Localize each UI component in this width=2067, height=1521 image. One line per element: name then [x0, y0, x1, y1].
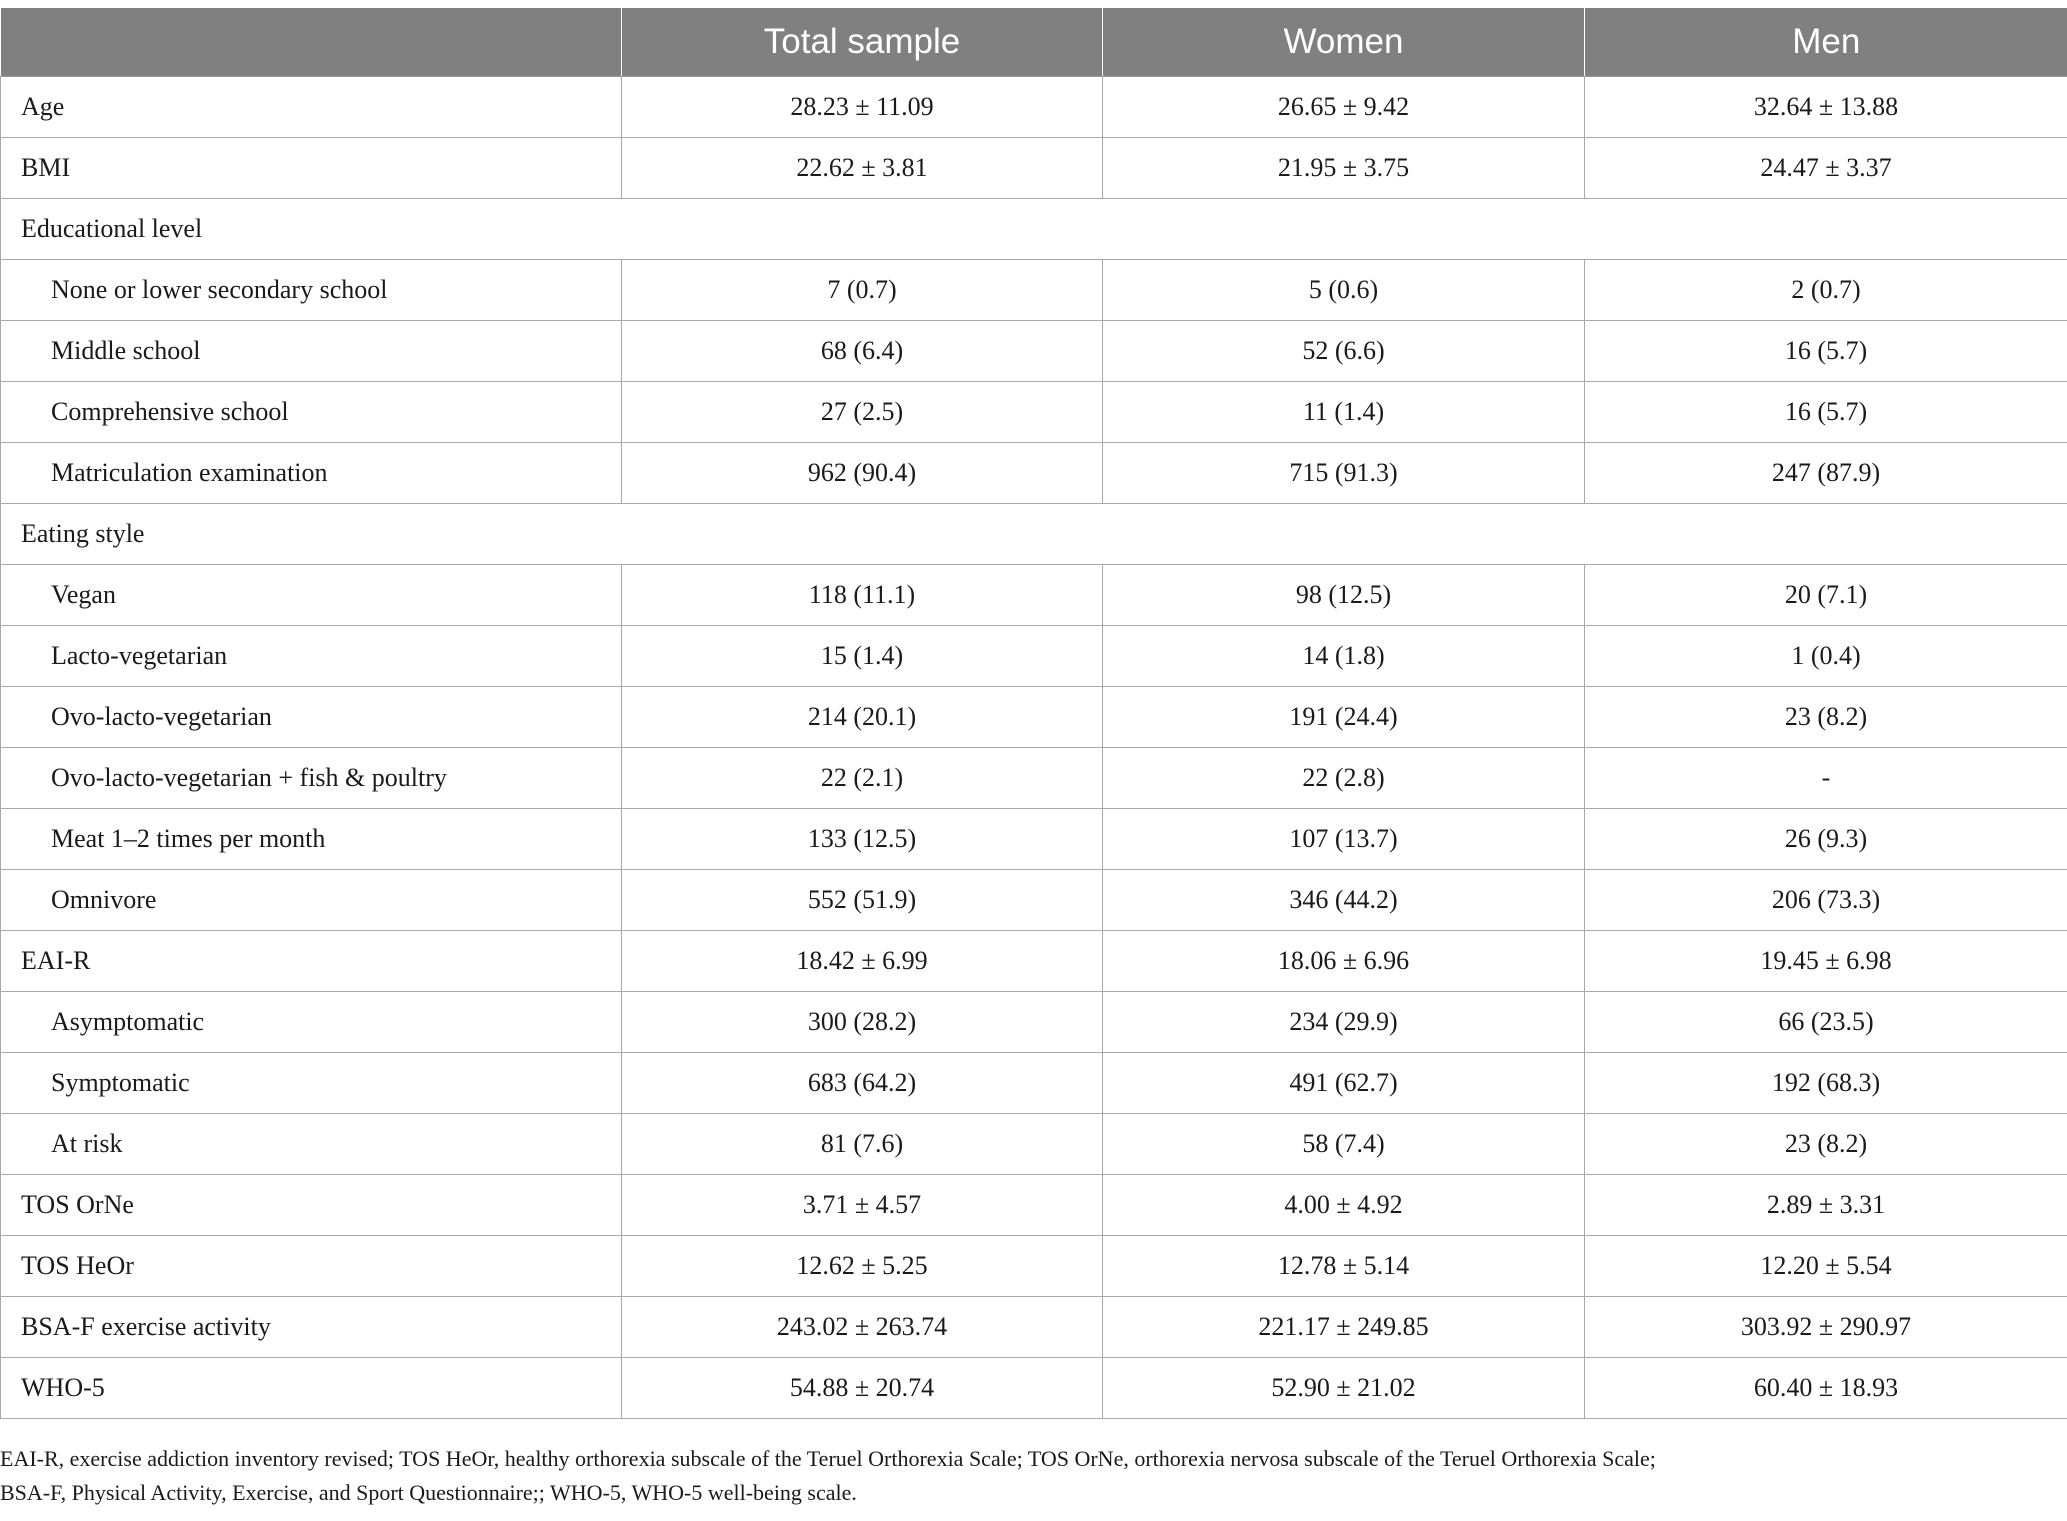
cell-women: 715 (91.3)	[1103, 443, 1585, 504]
row-label: Asymptomatic	[1, 992, 622, 1053]
cell-total-sample: 118 (11.1)	[622, 565, 1103, 626]
cell-total-sample: 552 (51.9)	[622, 870, 1103, 931]
cell-men: -	[1585, 748, 2067, 809]
row-label: None or lower secondary school	[1, 260, 622, 321]
cell-men: 247 (87.9)	[1585, 443, 2067, 504]
cell-women: 14 (1.8)	[1103, 626, 1585, 687]
cell-men: 1 (0.4)	[1585, 626, 2067, 687]
cell-total-sample: 214 (20.1)	[622, 687, 1103, 748]
cell-women: 22 (2.8)	[1103, 748, 1585, 809]
cell-men: 12.20 ± 5.54	[1585, 1236, 2067, 1297]
cell-men: 26 (9.3)	[1585, 809, 2067, 870]
table-row	[1, 870, 2067, 931]
cell-total-sample: 683 (64.2)	[622, 1053, 1103, 1114]
row-label: EAI-R	[1, 931, 622, 992]
row-label: Ovo-lacto-vegetarian	[1, 687, 622, 748]
cell-women: 58 (7.4)	[1103, 1114, 1585, 1175]
cell-women: 11 (1.4)	[1103, 382, 1585, 443]
header-variable	[1, 8, 622, 77]
row-label: Meat 1–2 times per month	[1, 809, 622, 870]
cell-total-sample: 3.71 ± 4.57	[622, 1175, 1103, 1236]
table-row	[1, 565, 2067, 626]
table-row	[1, 992, 2067, 1053]
cell-men: 303.92 ± 290.97	[1585, 1297, 2067, 1358]
cell-men: 2.89 ± 3.31	[1585, 1175, 2067, 1236]
cell-total-sample: 54.88 ± 20.74	[622, 1358, 1103, 1419]
cell-women: 52 (6.6)	[1103, 321, 1585, 382]
cell-women: 4.00 ± 4.92	[1103, 1175, 1585, 1236]
table-row	[1, 1358, 2067, 1419]
table-header	[1, 8, 2067, 77]
table-row	[1, 1236, 2067, 1297]
cell-total-sample: 68 (6.4)	[622, 321, 1103, 382]
table-row	[1, 321, 2067, 382]
table-row	[1, 626, 2067, 687]
row-label: Middle school	[1, 321, 622, 382]
cell-men: 20 (7.1)	[1585, 565, 2067, 626]
row-label: Lacto-vegetarian	[1, 626, 622, 687]
cell-men: 2 (0.7)	[1585, 260, 2067, 321]
cell-men: 66 (23.5)	[1585, 992, 2067, 1053]
cell-men: 192 (68.3)	[1585, 1053, 2067, 1114]
cell-men: 23 (8.2)	[1585, 687, 2067, 748]
characteristics-table	[0, 8, 2067, 1419]
table-row	[1, 260, 2067, 321]
header-row	[1, 8, 2067, 77]
cell-women: 191 (24.4)	[1103, 687, 1585, 748]
cell-women: 52.90 ± 21.02	[1103, 1358, 1585, 1419]
cell-total-sample: 18.42 ± 6.99	[622, 931, 1103, 992]
cell-total-sample: 15 (1.4)	[622, 626, 1103, 687]
cell-total-sample: 22 (2.1)	[622, 748, 1103, 809]
cell-total-sample: 81 (7.6)	[622, 1114, 1103, 1175]
table-row	[1, 382, 2067, 443]
cell-women: 234 (29.9)	[1103, 992, 1585, 1053]
row-label: Matriculation examination	[1, 443, 622, 504]
footnote-line-1: EAI-R, exercise addiction inventory revised; TOS HeOr, healthy orthorexia subscale of the Teruel Orthorexia Scale; TOS OrNe, orthorexia nervosa subscale of the Teruel Orthorexia Scale;	[0, 1446, 1656, 1471]
cell-women: 346 (44.2)	[1103, 870, 1585, 931]
table-body	[1, 77, 2067, 1419]
row-label: BMI	[1, 138, 622, 199]
cell-women: 21.95 ± 3.75	[1103, 138, 1585, 199]
cell-total-sample: 7 (0.7)	[622, 260, 1103, 321]
row-label: Vegan	[1, 565, 622, 626]
row-label: At risk	[1, 1114, 622, 1175]
row-label: TOS OrNe	[1, 1175, 622, 1236]
table-row	[1, 809, 2067, 870]
cell-men: 16 (5.7)	[1585, 382, 2067, 443]
row-label: WHO-5	[1, 1358, 622, 1419]
cell-men: 16 (5.7)	[1585, 321, 2067, 382]
cell-total-sample: 28.23 ± 11.09	[622, 77, 1103, 138]
row-label: TOS HeOr	[1, 1236, 622, 1297]
table-row	[1, 1297, 2067, 1358]
cell-men: 24.47 ± 3.37	[1585, 138, 2067, 199]
table-container	[0, 8, 2067, 1419]
cell-women: 5 (0.6)	[1103, 260, 1585, 321]
cell-total-sample: 962 (90.4)	[622, 443, 1103, 504]
header-total-sample: Total sample	[622, 8, 1103, 77]
cell-women: 26.65 ± 9.42	[1103, 77, 1585, 138]
cell-total-sample: 22.62 ± 3.81	[622, 138, 1103, 199]
row-label: Ovo-lacto-vegetarian + fish & poultry	[1, 748, 622, 809]
table-row	[1, 77, 2067, 138]
cell-women: 98 (12.5)	[1103, 565, 1585, 626]
cell-men: 23 (8.2)	[1585, 1114, 2067, 1175]
row-label: Omnivore	[1, 870, 622, 931]
cell-women: 491 (62.7)	[1103, 1053, 1585, 1114]
table-row	[1, 1114, 2067, 1175]
cell-total-sample: 12.62 ± 5.25	[622, 1236, 1103, 1297]
cell-men: 206 (73.3)	[1585, 870, 2067, 931]
cell-total-sample: 300 (28.2)	[622, 992, 1103, 1053]
cell-total-sample: 243.02 ± 263.74	[622, 1297, 1103, 1358]
section-spacer	[622, 504, 2067, 565]
header-men: Men	[1585, 8, 2067, 77]
table-row	[1, 931, 2067, 992]
section-row	[1, 504, 2067, 565]
section-label: Educational level	[1, 199, 622, 260]
cell-women: 221.17 ± 249.85	[1103, 1297, 1585, 1358]
header-women: Women	[1103, 8, 1585, 77]
cell-women: 107 (13.7)	[1103, 809, 1585, 870]
row-label: BSA-F exercise activity	[1, 1297, 622, 1358]
section-spacer	[622, 199, 2067, 260]
row-label: Symptomatic	[1, 1053, 622, 1114]
cell-men: 60.40 ± 18.93	[1585, 1358, 2067, 1419]
table-row	[1, 138, 2067, 199]
cell-total-sample: 27 (2.5)	[622, 382, 1103, 443]
table-row	[1, 748, 2067, 809]
footnote-line-2: BSA-F, Physical Activity, Exercise, and Sport Questionnaire;; WHO-5, WHO-5 well-being scale.	[0, 1480, 857, 1505]
table-row	[1, 443, 2067, 504]
row-label: Age	[1, 77, 622, 138]
table-row	[1, 687, 2067, 748]
section-label: Eating style	[1, 504, 622, 565]
cell-women: 18.06 ± 6.96	[1103, 931, 1585, 992]
cell-men: 19.45 ± 6.98	[1585, 931, 2067, 992]
cell-men: 32.64 ± 13.88	[1585, 77, 2067, 138]
table-footnote	[0, 1442, 2060, 1510]
cell-women: 12.78 ± 5.14	[1103, 1236, 1585, 1297]
cell-total-sample: 133 (12.5)	[622, 809, 1103, 870]
section-row	[1, 199, 2067, 260]
table-row	[1, 1053, 2067, 1114]
table-row	[1, 1175, 2067, 1236]
row-label: Comprehensive school	[1, 382, 622, 443]
